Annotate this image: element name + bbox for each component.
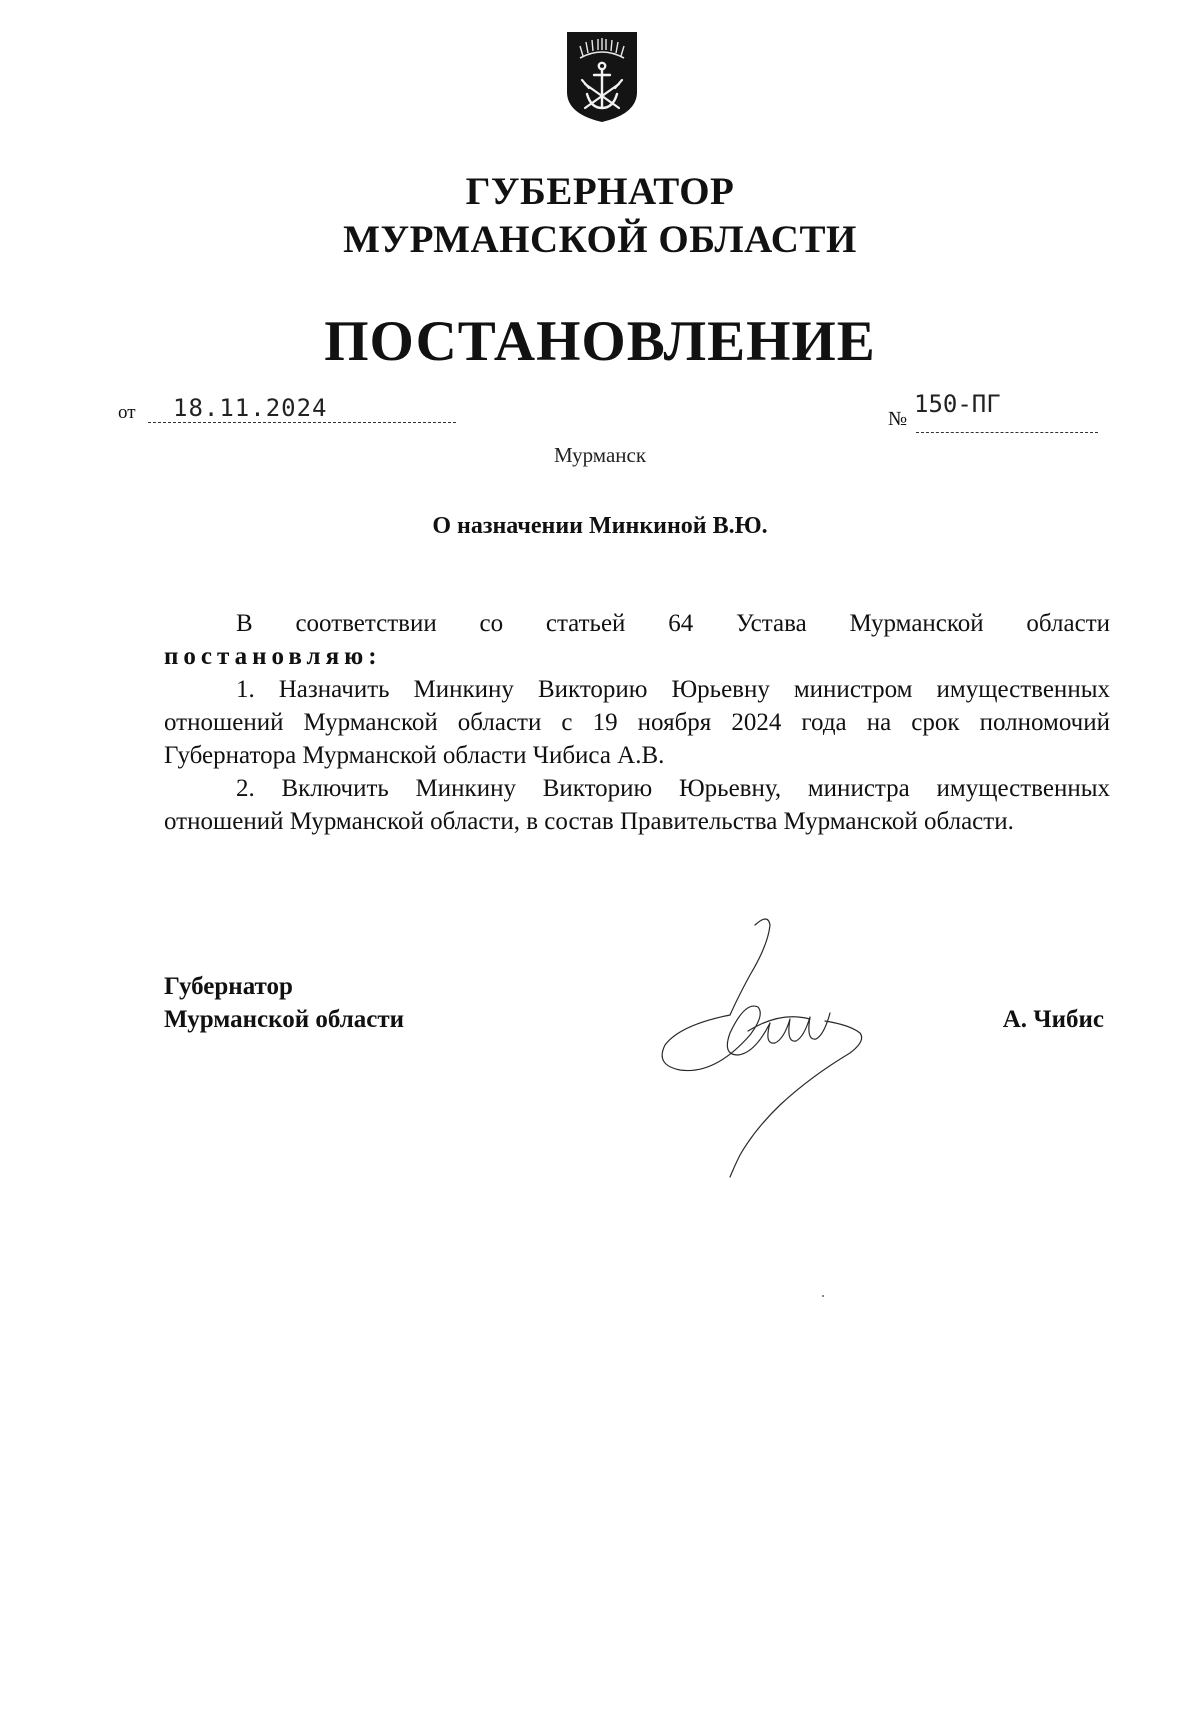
number-sign: №	[888, 408, 908, 430]
coat-of-arms-icon	[563, 28, 641, 124]
city: Мурманск	[553, 443, 647, 467]
document-type-title: ПОСТАНОВЛЕНИЕ	[324, 310, 876, 373]
scan-speck	[822, 1295, 824, 1297]
number-underline	[916, 432, 1098, 433]
decree-items	[164, 673, 1110, 838]
number-value: 150-ПГ	[914, 390, 1001, 418]
org-title-line2: МУРМАНСКОЙ ОБЛАСТИ	[343, 218, 857, 261]
document-subject: О назначении Минкиной В.Ю.	[432, 513, 768, 539]
date-field	[118, 394, 348, 424]
preamble-paragraph: В соответствии со статьей 64 Устава Мурманской области	[236, 610, 1110, 637]
decree-word: постановляю:	[164, 643, 382, 670]
signatory-position	[164, 970, 404, 1036]
decree-item-2: 2. Включить Минкину Викторию Юрьевну, министра имущественных отношений Мурманской области, в состав Правительства Мурманской области.	[164, 775, 1110, 835]
handwritten-signature	[660, 915, 920, 1180]
org-title-line1: ГУБЕРНАТОР	[465, 170, 735, 213]
date-prefix: от	[118, 402, 136, 423]
number-field	[888, 390, 1098, 440]
signatory-name: А. Чибис	[1002, 1006, 1104, 1033]
date-underline	[148, 422, 456, 423]
signatory-position-line1: Губернатор	[164, 973, 293, 1000]
signatory-position-line2: Мурманской области	[164, 1006, 405, 1033]
decree-item-1: 1. Назначить Минкину Викторию Юрьевну министром имущественных отношений Мурманской области с 19 ноября 2024 года на срок полномочий Губернатора Мурманской области Чибиса А.В.	[164, 676, 1110, 769]
date-value: 18.11.2024	[173, 394, 328, 422]
